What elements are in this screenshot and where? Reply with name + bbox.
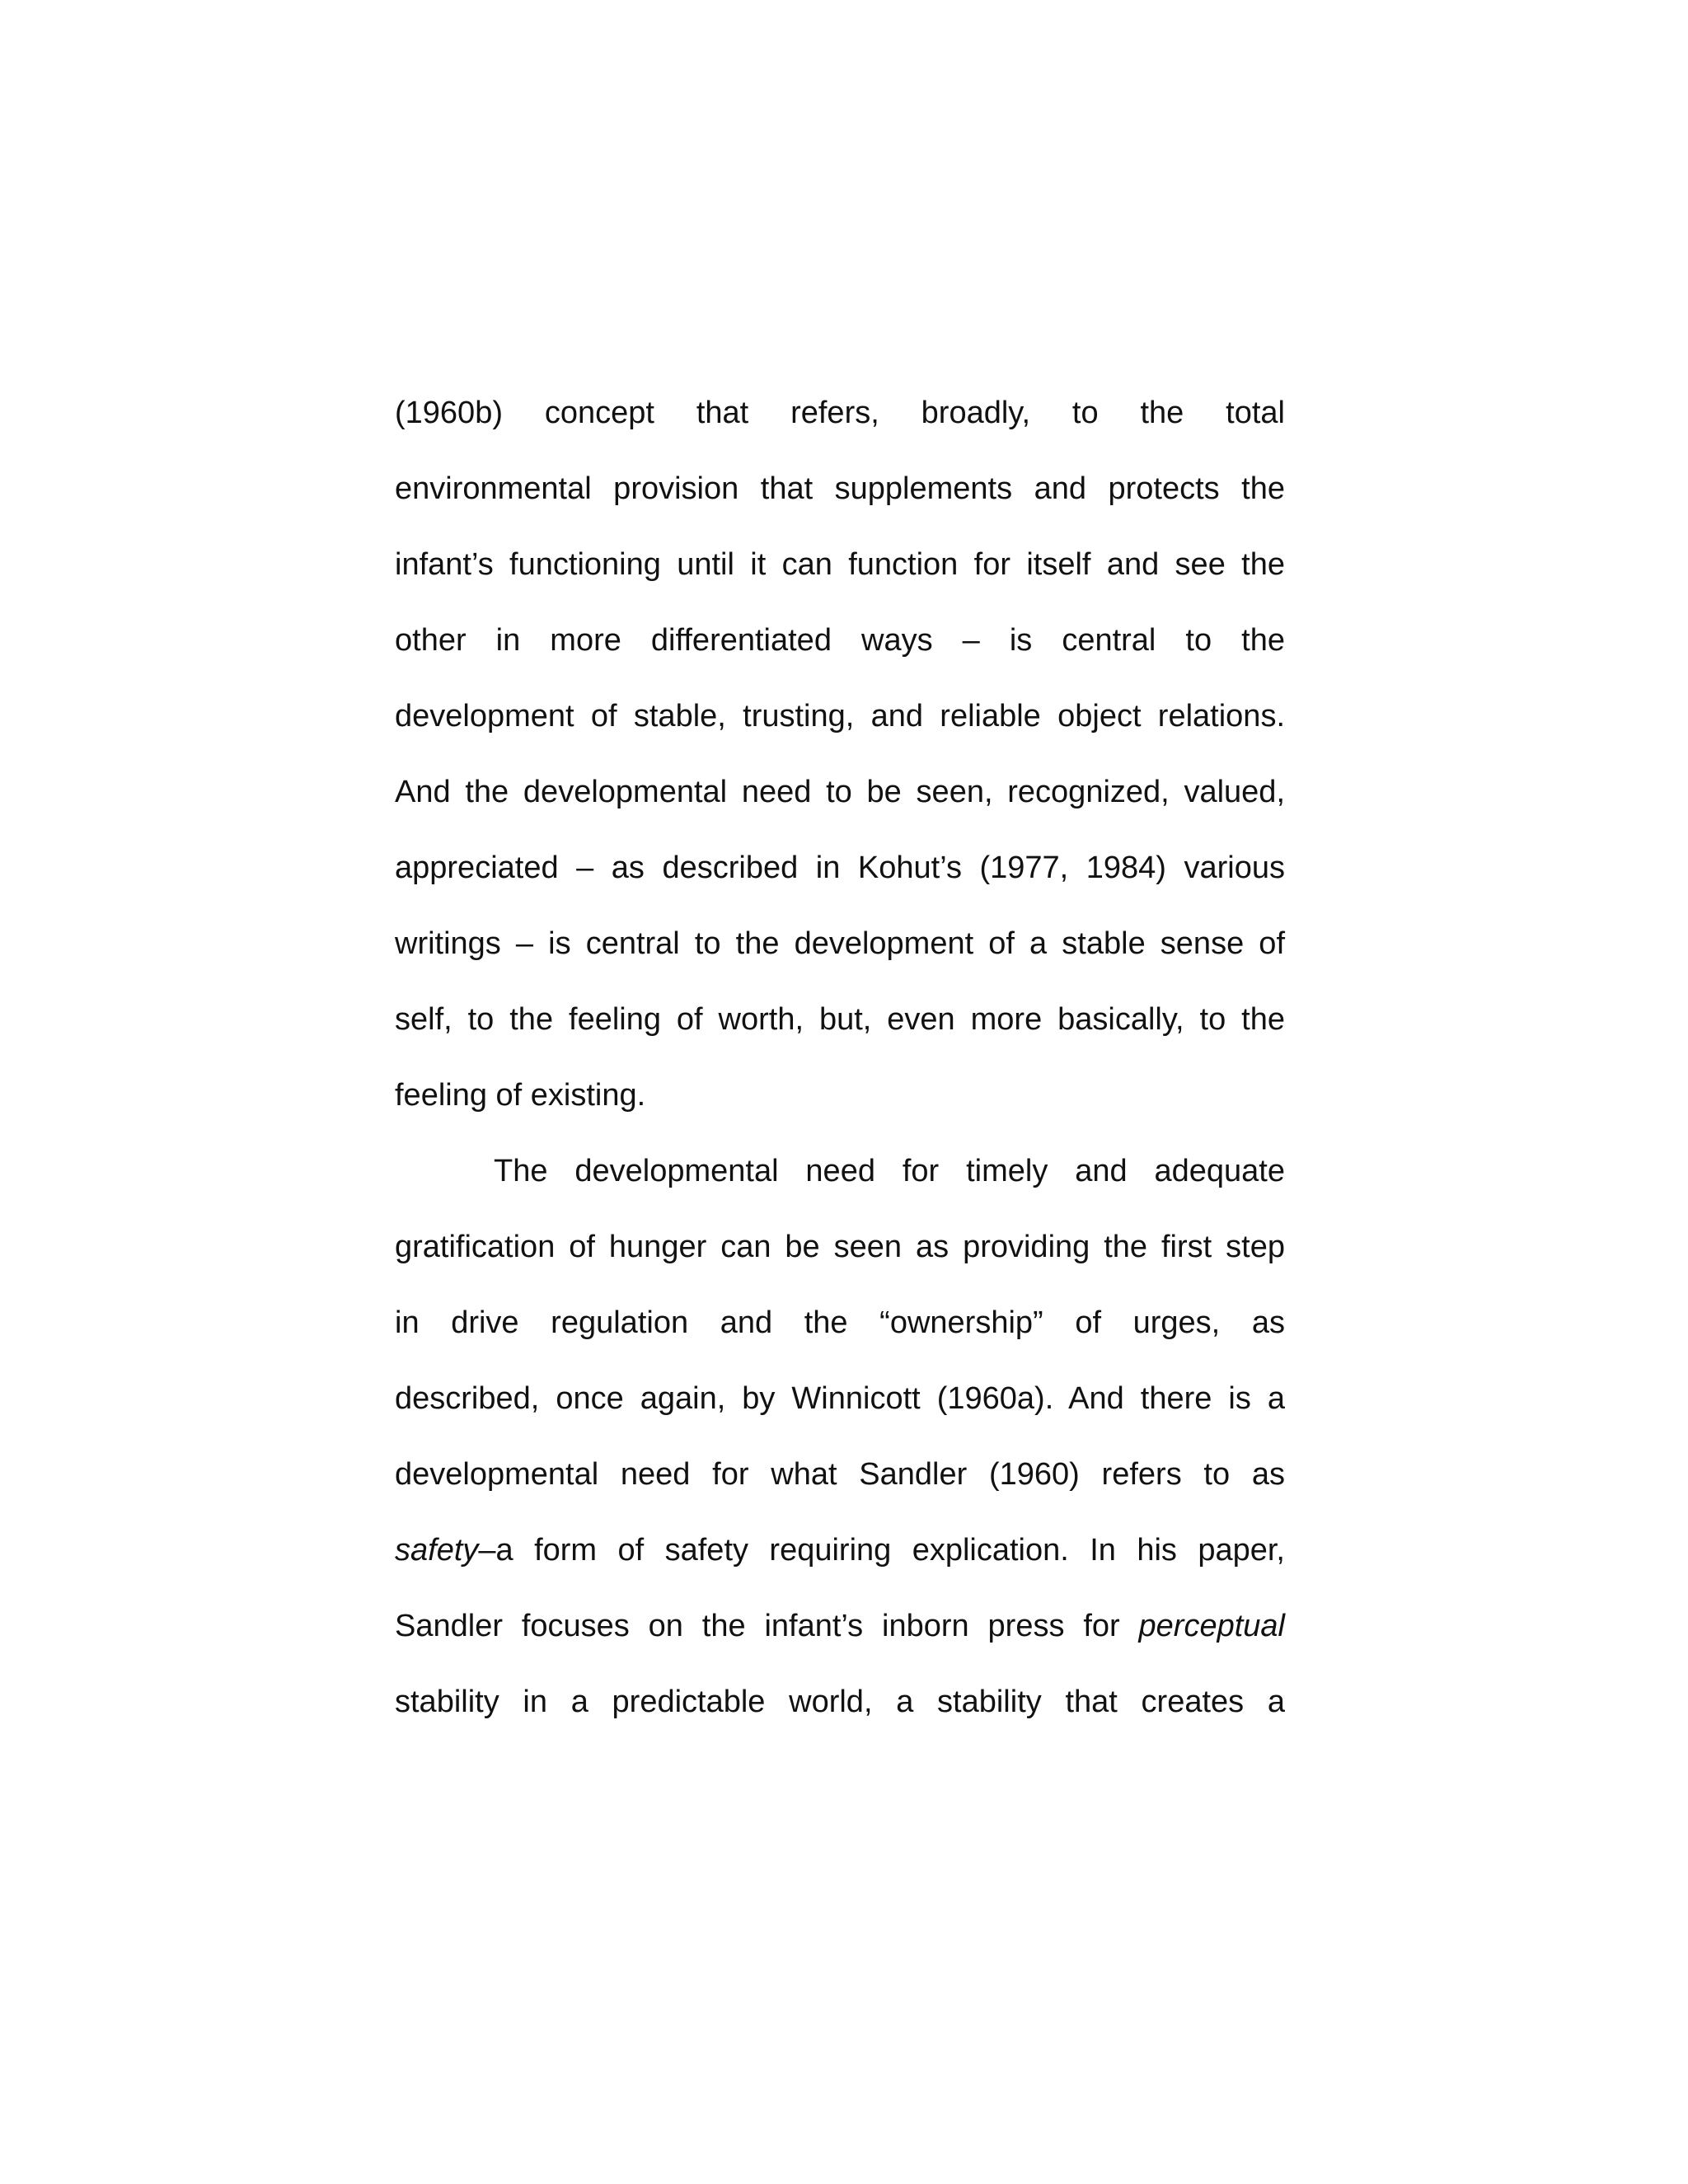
text-line	[395, 1605, 1285, 1680]
text-line: feeling of existing.	[395, 1078, 646, 1113]
text-line: writings – is central to the development of a stable sense of	[395, 926, 1285, 961]
italic-term: perceptual	[1138, 1609, 1285, 1643]
text-line: stability in a predictable world, a stability that creates a	[395, 1685, 1285, 1719]
text-line: development of stable, trusting, and reliable object relations.	[395, 699, 1285, 733]
paragraph-first-line: The developmental need for timely and adequate	[494, 1154, 1285, 1188]
text-line	[395, 1529, 1285, 1605]
text-line: in drive regulation and the “ownership” of urges, as	[395, 1305, 1285, 1340]
line-text: Sandler focuses on the infant’s inborn press for	[395, 1609, 1139, 1643]
text-line: developmental need for what Sandler (1960) refers to as	[395, 1457, 1285, 1492]
text-line: (1960b) concept that refers, broadly, to the total	[395, 396, 1285, 430]
text-line: described, once again, by Winnicott (1960a). And there is a	[395, 1381, 1285, 1416]
line-text: –a form of safety requiring explication. In his paper,	[478, 1533, 1285, 1568]
text-line: appreciated – as described in Kohut’s (1977, 1984) various	[395, 851, 1285, 885]
italic-term: safety	[395, 1533, 479, 1568]
text-line: other in more differentiated ways – is central to the	[395, 623, 1285, 658]
text-line: infant’s functioning until it can function for itself and see the	[395, 547, 1285, 582]
text-line: self, to the feeling of worth, but, even more basically, to the	[395, 1002, 1285, 1037]
text-line: And the developmental need to be seen, recognized, valued,	[395, 775, 1285, 809]
body-text	[395, 391, 1285, 1756]
text-line: environmental provision that supplements and protects the	[395, 471, 1285, 506]
text-line: gratification of hunger can be seen as providing the first step	[395, 1230, 1285, 1264]
